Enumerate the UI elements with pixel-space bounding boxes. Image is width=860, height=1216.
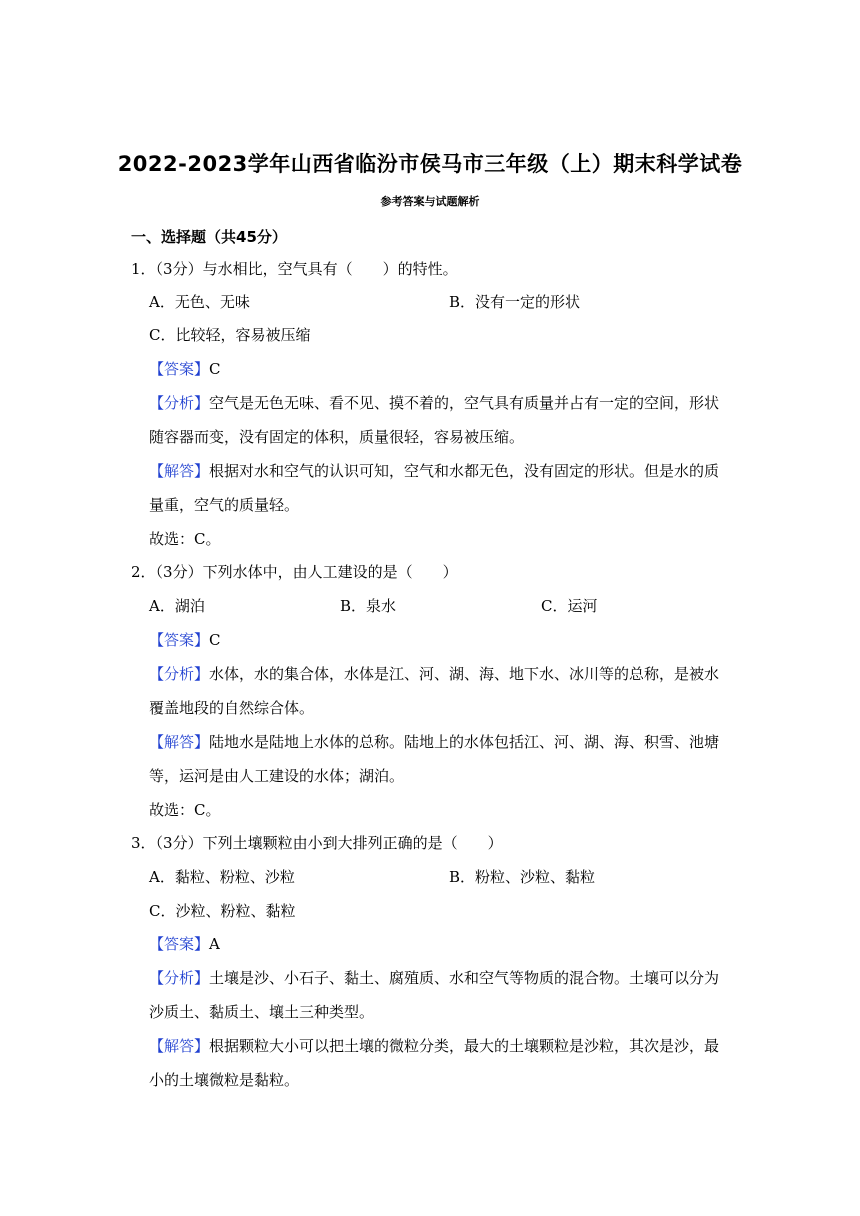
q3-solution-text-1: 根据颗粒大小可以把土壤的微粒分类，最大的土壤颗粒是沙粒，其次是沙，最 [209,1037,720,1055]
q2-choice: 故选：C。 [149,801,221,819]
q2-option-b: B．泉水 [340,597,397,615]
analysis-tag: 【分析】 [149,394,210,412]
q1-option-a: A．无色、无味 [149,293,250,311]
q2-stem: 2．（3分）下列水体中，由人工建设的是（ ） [131,563,458,581]
q3-option-c: C．沙粒、粉粒、黏粒 [149,902,296,920]
q2-solution-text-1: 陆地水是陆地上水体的总称。陆地上的水体包括江、河、湖、海、积雪、池塘 [209,733,720,751]
q1-solution-text-2: 量重，空气的质量轻。 [149,496,300,514]
q2-option-a: A．湖泊 [149,597,205,615]
q1-solution [149,461,719,481]
page-title: 2022-2023学年山西省临汾市侯马市三年级（上）期末科学试卷 [117,152,743,176]
q1-analysis-text-2: 随容器而变，没有固定的体积，质量很轻，容易被压缩。 [149,428,525,446]
q1-analysis-text-1: 空气是无色无味、看不见、摸不着的，空气具有质量并占有一定的空间，形状 [209,394,720,412]
q1-answer-value: C [209,360,221,378]
q3-option-a: A．黏粒、粉粒、沙粒 [149,868,295,886]
q3-option-b: B．粉粒、沙粒、黏粒 [449,868,596,886]
solution-tag: 【解答】 [149,1037,210,1055]
solution-tag: 【解答】 [149,733,210,751]
q3-analysis-text-2: 沙质土、黏质土、壤土三种类型。 [149,1003,375,1021]
q1-answer [149,359,221,379]
q3-stem: 3．（3分）下列土壤颗粒由小到大排列正确的是（ ） [131,834,503,852]
q2-analysis-text-2: 覆盖地段的自然综合体。 [149,699,315,717]
q1-stem: 1．（3分）与水相比，空气具有（ ）的特性。 [131,260,458,278]
q3-answer-value: A [209,935,220,953]
q3-solution-text-2: 小的土壤微粒是黏粒。 [149,1071,300,1089]
q3-answer [149,934,220,954]
q1-analysis [149,393,719,413]
page-subtitle: 参考答案与试题解析 [380,195,480,208]
q2-option-c: C．运河 [541,597,598,615]
q2-analysis [149,664,719,684]
q3-analysis [149,968,719,988]
q1-option-c: C．比较轻，容易被压缩 [149,326,311,344]
q2-solution [149,732,719,752]
answer-tag: 【答案】 [149,935,210,953]
answer-tag: 【答案】 [149,360,210,378]
solution-tag: 【解答】 [149,462,210,480]
analysis-tag: 【分析】 [149,665,210,683]
q1-option-b: B．没有一定的形状 [449,293,581,311]
q1-choice: 故选：C。 [149,530,221,548]
q2-analysis-text-1: 水体，水的集合体，水体是江、河、湖、海、地下水、冰川等的总称，是被水 [209,665,720,683]
answer-tag: 【答案】 [149,631,210,649]
q1-solution-text-1: 根据对水和空气的认识可知，空气和水都无色，没有固定的形状。但是水的质 [209,462,720,480]
q2-solution-text-2: 等，运河是由人工建设的水体；湖泊。 [149,767,405,785]
analysis-tag: 【分析】 [149,969,210,987]
q2-answer [149,630,221,650]
q3-analysis-text-1: 土壤是沙、小石子、黏土、腐殖质、水和空气等物质的混合物。土壤可以分为 [209,969,720,987]
q3-solution [149,1036,719,1056]
section-heading: 一、选择题（共45分） [131,228,287,246]
q2-answer-value: C [209,631,221,649]
